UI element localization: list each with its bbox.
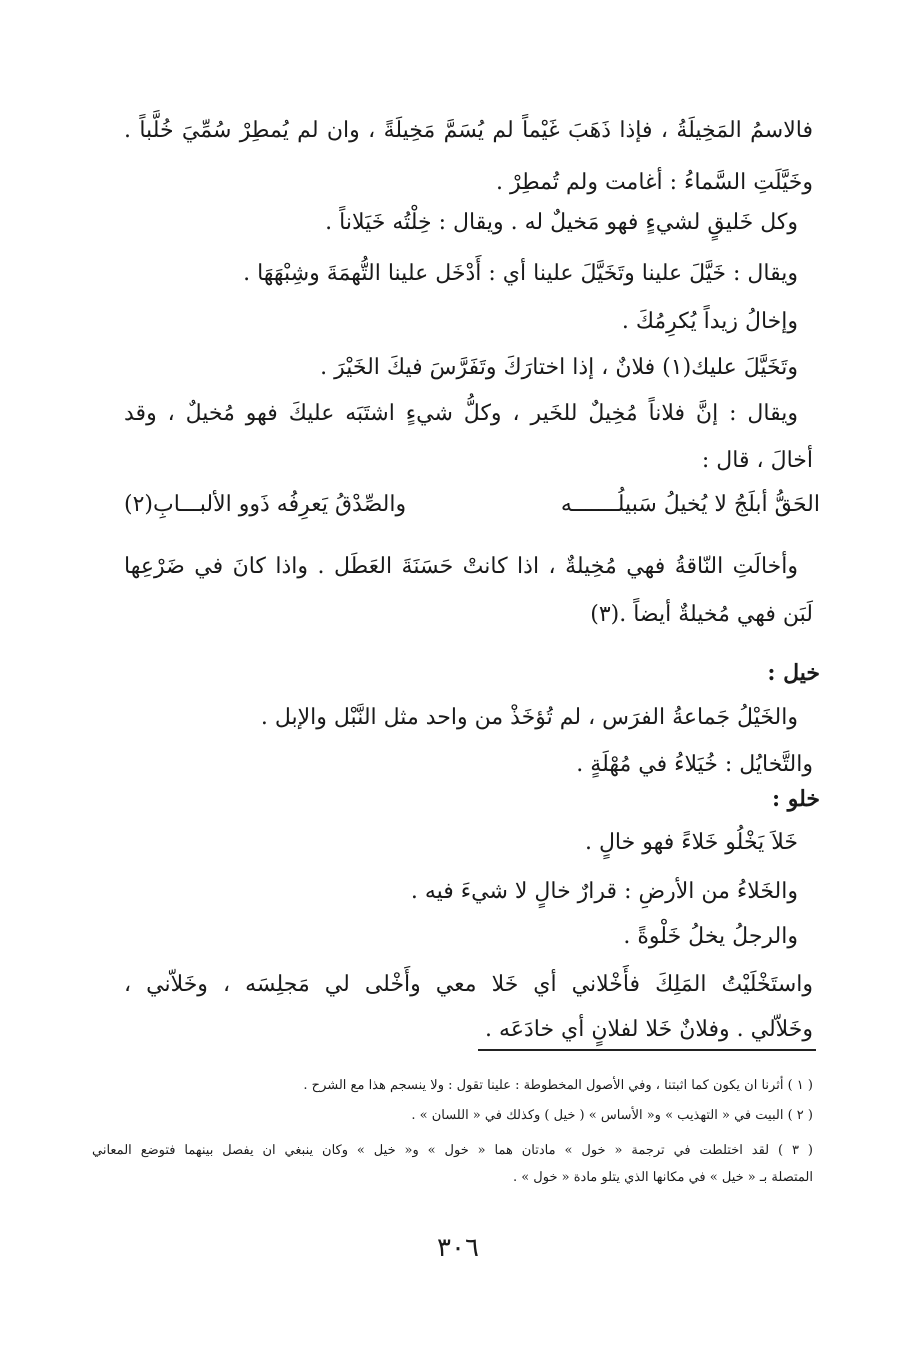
text-line: والتَّخايُل : خُيَلاءُ في مُهْلَةٍ . xyxy=(576,752,813,777)
text-line: واستَخْلَيْتُ المَلِكَ فأَخْلاني أي خَلا معي وأَخْلى لي مَجلِسَه ، وخَلاّني ، xyxy=(124,972,813,997)
verse-second-hemistich: والصِّدْقُ يَعرِفُه ذَوو الألبـــابِ(٢) xyxy=(124,492,407,517)
text-line: أخالَ ، قال : xyxy=(701,448,813,473)
text-line: فالاسمُ المَخِيلَةُ ، فإذا ذَهَبَ غَيْماً لم يُسَمَّ مَخِيلَةً ، وان لم يُمطِرْ سُمِّيَ خُلَّباً . xyxy=(124,118,813,143)
text-line: وخَلاّلي . وفلانٌ خَلا لفلانٍ أي خادَعَه . xyxy=(485,1017,813,1042)
footnote-separator xyxy=(478,1049,816,1051)
text-line: والخَلاءُ من الأرضِ : قرارٌ خالٍ لا شيءَ فيه . xyxy=(410,879,798,904)
footnote: ( ٢ ) البيت في « التهذيب » و« الأساس » ( خيل ) وكذلك في « اللسان » . xyxy=(411,1108,813,1123)
text-line: والخَيْلُ جَماعةُ الفرَس ، لم تُؤخَذْ من واحد مثل النَّبْل والإبل . xyxy=(260,705,798,730)
text-line: وكل خَليقٍ لشيءٍ فهو مَخيلٌ له . ويقال : خِلْتُه خَيَلاناً . xyxy=(325,210,798,235)
footnote: ( ٣ ) لقد اختلطت في ترجمة « خول » مادتان هما « خول » و« خيل » وكان ينبغي ان يفصل بينهما فتوضع المعاني xyxy=(92,1143,813,1158)
text-line: لَبَن فهي مُخيلةٌ أيضاً .(٣) xyxy=(590,602,813,627)
text-line: وخَيَّلَتِ السَّماءُ : أغامت ولم تُمطِرْ . xyxy=(495,170,813,195)
page-number: ٣٠٦ xyxy=(437,1233,479,1263)
footnote: المتصلة بـ « خيل » في مكانها الذي يتلو مادة « خول » . xyxy=(512,1170,813,1185)
text-line: وتَخَيَّلَ عليك(١) فلانٌ ، إذا اختارَكَ وتَفَرَّسَ فيكَ الخَيْرَ . xyxy=(320,355,798,380)
footnote: ( ١ ) أثرنا ان يكون كما اثبتنا ، وفي الأصول المخطوطة : علينا تقول : ولا ينسجم هذا مع الشرح . xyxy=(303,1078,813,1093)
text-line: وإخالُ زيداً يُكرِمُكَ . xyxy=(621,309,798,334)
text-line: ويقال : إنَّ فلاناً مُخِيلٌ للخَير ، وكلُّ شيءٍ اشتَبَه عليكَ فهو مُخيلٌ ، وقد xyxy=(124,401,798,426)
text-line: ويقال : خَيَّلَ علينا وتَخَيَّلَ علينا أي : أَدْخَل علينا التُّهمَةَ وشِبْهَهَا . xyxy=(243,261,798,286)
text-line: خَلاَ يَخْلُو خَلاءً فهو خالٍ . xyxy=(584,830,798,855)
verse-first-hemistich: الحَقُّ أبلَجُ لا يُخيلُ سَبيلُـــــــه xyxy=(560,492,820,517)
text-line: وأخالَتِ النّاقةُ فهي مُخِيلةٌ ، اذا كانتْ حَسَنَةَ العَطَل . واذا كانَ في ضَرْعِها xyxy=(124,554,798,579)
text-line: والرجلُ يخلُ خَلْوةً . xyxy=(623,924,798,949)
entry-heading-khalw: خلو : xyxy=(771,786,820,812)
entry-heading-khayl: خيل : xyxy=(767,660,820,686)
